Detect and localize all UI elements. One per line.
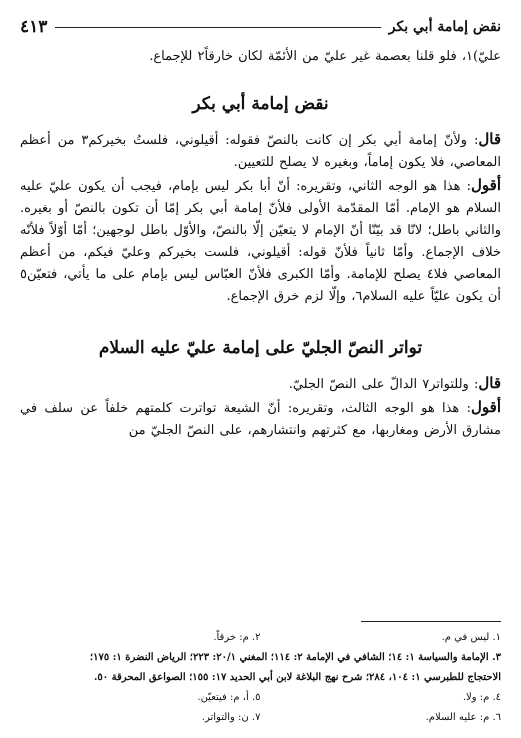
section-heading-2: تواتر النصّ الجليّ على إمامة عليّ عليه السلام <box>98 338 423 358</box>
aqulu-label: أقول <box>471 176 501 194</box>
footnote-5: ٥. أ، م: فيتعيّن. <box>197 692 261 703</box>
page-number: ٤١٣ <box>20 17 48 37</box>
paragraph-1-text: : ولأنّ إمامة أبي بكر إن كانت بالنصّ فقوله: أقيلوني، فلستُ بخيركم٣ من أعظم المعاصي، فلا يكون إماماً، وبغيره لا يصلح للتعيين. <box>20 133 501 170</box>
footnote-3-continued: الاحتجاج للطبرسي ١: ١٠٤، ٢٨٤؛ شرح نهج البلاغة لابن أبي الحديد ١٧: ١٥٥؛ الصواعق المحرقة ٥٠. <box>93 672 501 683</box>
footnote-6: ٦. م: عليه السلام. <box>425 712 501 723</box>
paragraph-4-text: : هذا هو الوجه الثالث، وتقريره: أنّ الشيعة تواترت كلمتهم خلفاً عن سلف في مشارق الأرض ومغاربها، مع كثرتهم وانتشارهم، على النصّ الجليّ من <box>20 401 501 438</box>
footnote-3: ٣. الإمامة والسياسة ١: ١٤؛ الشافي في الإمامة ٢: ١١٤؛ المغني ٢٠/١: ٢٢٣؛ الرياض النضرة ١: ١٧٥؛ <box>89 652 501 663</box>
footnote-4: ٤. م: ولا. <box>462 692 501 703</box>
footnote-row-1 <box>20 628 501 648</box>
paragraph-4 <box>20 396 501 442</box>
section-heading-1: نقض إمامة أبي بكر <box>192 94 329 114</box>
qala-label: قال <box>478 130 501 148</box>
running-title: نقض إمامة أبي بكر <box>388 19 501 35</box>
footnote-row-2 <box>20 688 501 708</box>
header-rule <box>55 27 380 28</box>
paragraph-2-text: : هذا هو الوجه الثاني، وتقريره: أنّ أبا بكر ليس بإمام، فيجب أن يكون عليّ عليه السلام هو الإمام. أمّا المقدّمة الأولى فلأنّ إمامة أبي بكر إمّا أن تكون بالنصّ أو بغيره. والثاني باطل؛ لانّا قد بيّنّا أنّ الإمام لا يتعيّن إلّا بالنصّ، والأوّل باطل لوجهين؛ أمّا أوّلاً فلأنّه خلاف الإجماع. وأمّا ثانياً فلأنّ قوله: أقيلوني، فلست بخيركم وعليّ فيكم، من أعظم المعاصي فلا٤ يصلح للإمامة. وأمّا الكبرى فلأنّ العبّاس ليس بإمام على ما يأتي، فتعيّن٥ أن يكون عليّاً عليه السلام٦، وإلّا لزم خرق الإجماع. <box>20 179 501 304</box>
paragraph-3 <box>20 372 501 396</box>
footnotes <box>20 621 501 728</box>
footnote-row-3 <box>20 708 501 728</box>
page-header <box>20 14 501 40</box>
book-page <box>20 14 501 728</box>
paragraph-1 <box>20 128 501 174</box>
footnote-1: ١. ليس في م. <box>441 632 501 643</box>
qala-label-2: قال <box>478 374 501 392</box>
footnote-7: ٧. ن: والتواتر. <box>201 712 261 723</box>
paragraph-2 <box>20 174 501 308</box>
paragraph-3-text: : وللتواتر٧ الدالّ على النصّ الجليّ. <box>288 377 479 392</box>
opening-line: عليّ)١، فلو قلنا بعصمة غير عليّ من الأئمّة لكان خارقاً٢ للإجماع. <box>149 49 501 64</box>
footnote-2: ٢. م: خرقاً. <box>213 632 261 643</box>
aqulu-label-2: أقول <box>471 398 501 416</box>
footnote-rule <box>361 621 501 622</box>
